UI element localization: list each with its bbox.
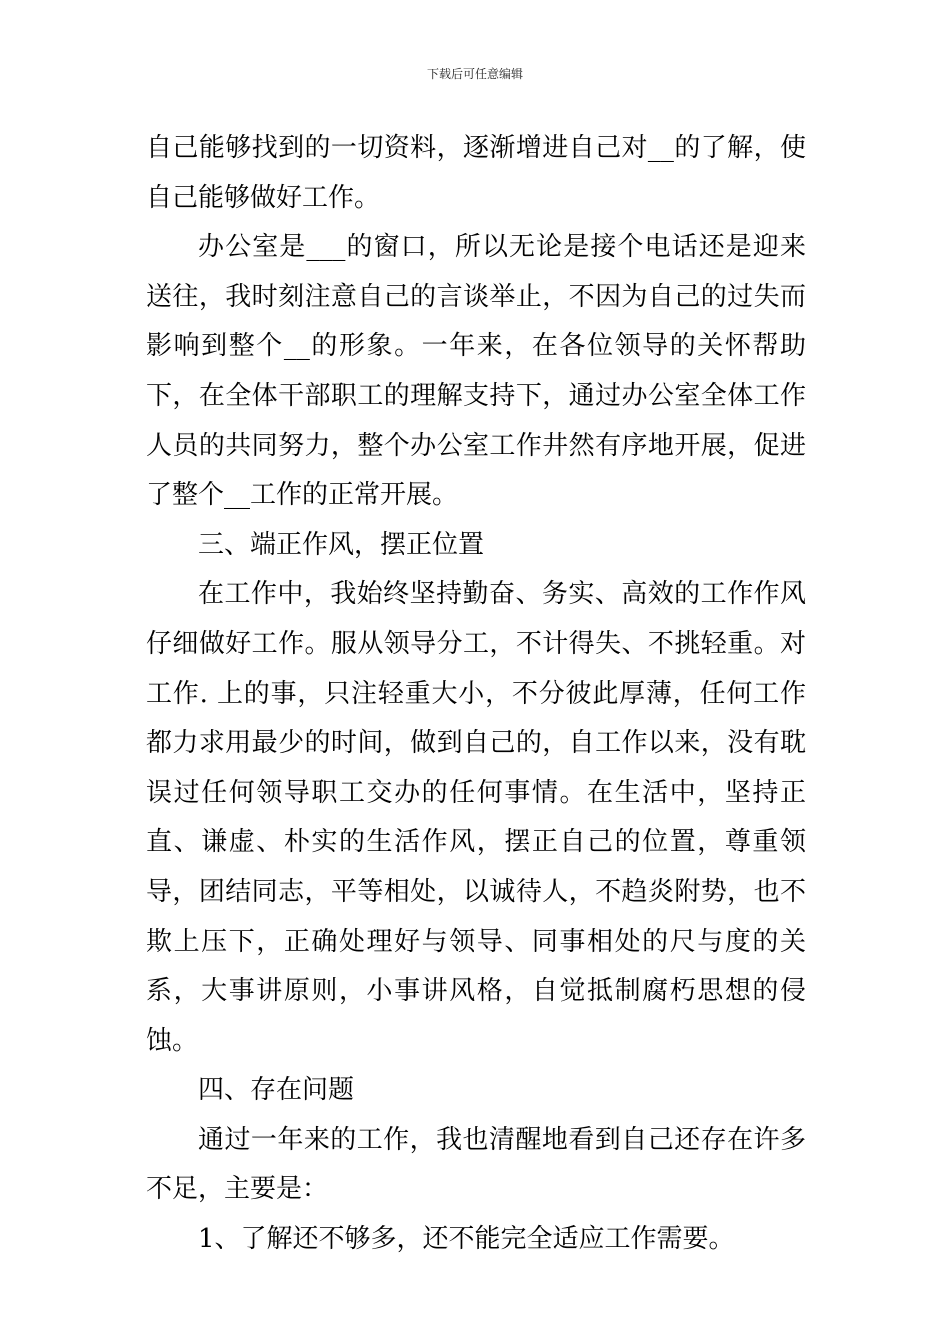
paragraph-1: 自己能够找到的一切资料，逐渐增进自己对__的了解，使自己能够做好工作。 bbox=[146, 133, 806, 213]
paragraph-2: 办公室是___的窗口，所以无论是接个电话还是迎来送往，我时刻注意自己的言谈举止，不因为自己的过失而影响到整个__的形象。一年来，在各位领导的关怀帮助下，在全体干部职工的理解支持下，通过办公室全体工作人员的共同努力，整个办公室工作井然有序地开展，促进了整个__工作的正常开展。 bbox=[146, 232, 806, 511]
list-item-1: 1、了解还不够多，还不能完全适应工作需要。 bbox=[198, 1224, 735, 1255]
paragraph-4: 在工作中，我始终坚持勤奋、务实、高效的工作作风仔细做好工作。服从领导分工，不计得失、不挑轻重。对工作. 上的事，只注轻重大小，不分彼此厚薄，任何工作都力求用最少的时间，做到自己的，自工作以来，没有耽误过任何领导职工交办的任何事情。在生活中，坚持正直、谦虚、朴实的生活作风，摆正自己的位置，尊重领导，团结同志，平等相处，以诚待人，不趋炎附势，也不欺上压下，正确处理好与领导、同事相处的尺与度的关系，大事讲原则，小事讲风格，自觉抵制腐朽思想的侵蚀。 bbox=[146, 579, 806, 1056]
section-heading-4: 四、存在问题 bbox=[198, 1075, 355, 1106]
paragraph-6: 通过一年来的工作，我也清醒地看到自己还存在许多不足，主要是： bbox=[146, 1124, 806, 1205]
page-header-note: 下载后可任意编辑 bbox=[426, 67, 523, 81]
document-body bbox=[146, 124, 806, 1265]
section-heading-3: 三、端正作风，摆正位置 bbox=[198, 529, 485, 560]
